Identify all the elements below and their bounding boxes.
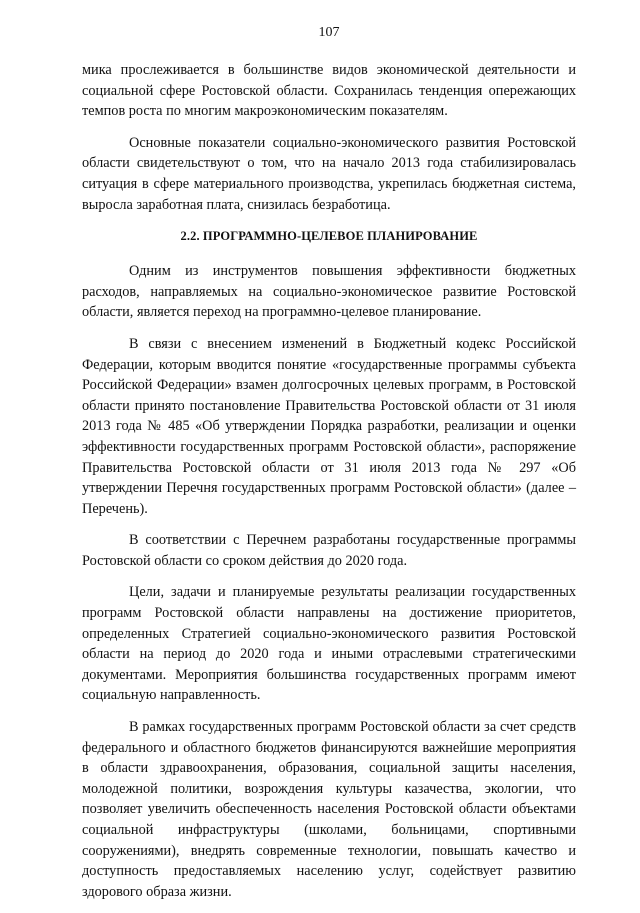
paragraph-instruments: Одним из инструментов повышения эффективности бюджетных расходов, направляемых на социально-экономическое развитие Ростовской области, является переход на программно-целевое планирование. (82, 263, 576, 321)
paragraph-goals: Цели, задачи и планируемые результаты реализации государственных программ Ростовской области направлены на достижение приоритетов, определенных Стратегией социально-экономического развития Ростовской области на период до 2020 года и иными отраслевыми стратегическими документами. Мероприятия большинства государственных программ имеют социальную направленность. (82, 584, 576, 704)
paragraph-programs-developed: В соответствии с Перечнем разработаны государственные программы Ростовской области со сроком действия до 2020 года. (82, 532, 576, 569)
page-number: 107 (318, 25, 340, 40)
paragraph-indicators: Основные показатели социально-экономического развития Ростовской области свидетельствуют о том, что на начало 2013 года стабилизировалась ситуация в сфере материального производства, укрепилась бюджетная система, выросла заработная плата, снизилась безработица. (82, 134, 576, 213)
paragraph-budget-code: В связи с внесением изменений в Бюджетный кодекс Российской Федерации, которым вводится понятие «государственные программы субъекта Российской Федерации» взамен долгосрочных целевых программ, в Ростовской области принято постановление Правительства Ростовской области от 31 июля 2013 года № 485 «Об утверждении Порядка разработки, реализации и оценки эффективности государственных программ Ростовской области», распоряжение Правительства Ростовской области от 31 июля 2013 года № 297 «Об утверждении Перечня государственных программ Ростовской области» (далее – Перечень). (82, 335, 576, 517)
paragraph-continuation: мика прослеживается в большинстве видов экономической деятельности и социальной сфере Ростовской области. Сохранилась тенденция опережающих темпов роста по многим макроэкономическим показателям. (82, 62, 576, 120)
section-heading: 2.2. ПРОГРАММНО-ЦЕЛЕВОЕ ПЛАНИРОВАНИЕ (180, 229, 478, 244)
paragraph-financing: В рамках государственных программ Ростовской области за счет средств федерального и областного бюджетов финансируются важнейшие мероприятия в области здравоохранения, образования, социальной защиты населения, молодежной политики, возрождения культуры казачества, экологии, что позволяет увеличить обеспеченность населения Ростовской области объектами социальной инфраструктуры (школами, больницами, спортивными сооружениями), внедрять современные технологии, повышать качество и доступность предоставляемых населению услуг, содействует развитию здорового образа жизни. (82, 719, 576, 900)
document-page (82, 24, 576, 913)
